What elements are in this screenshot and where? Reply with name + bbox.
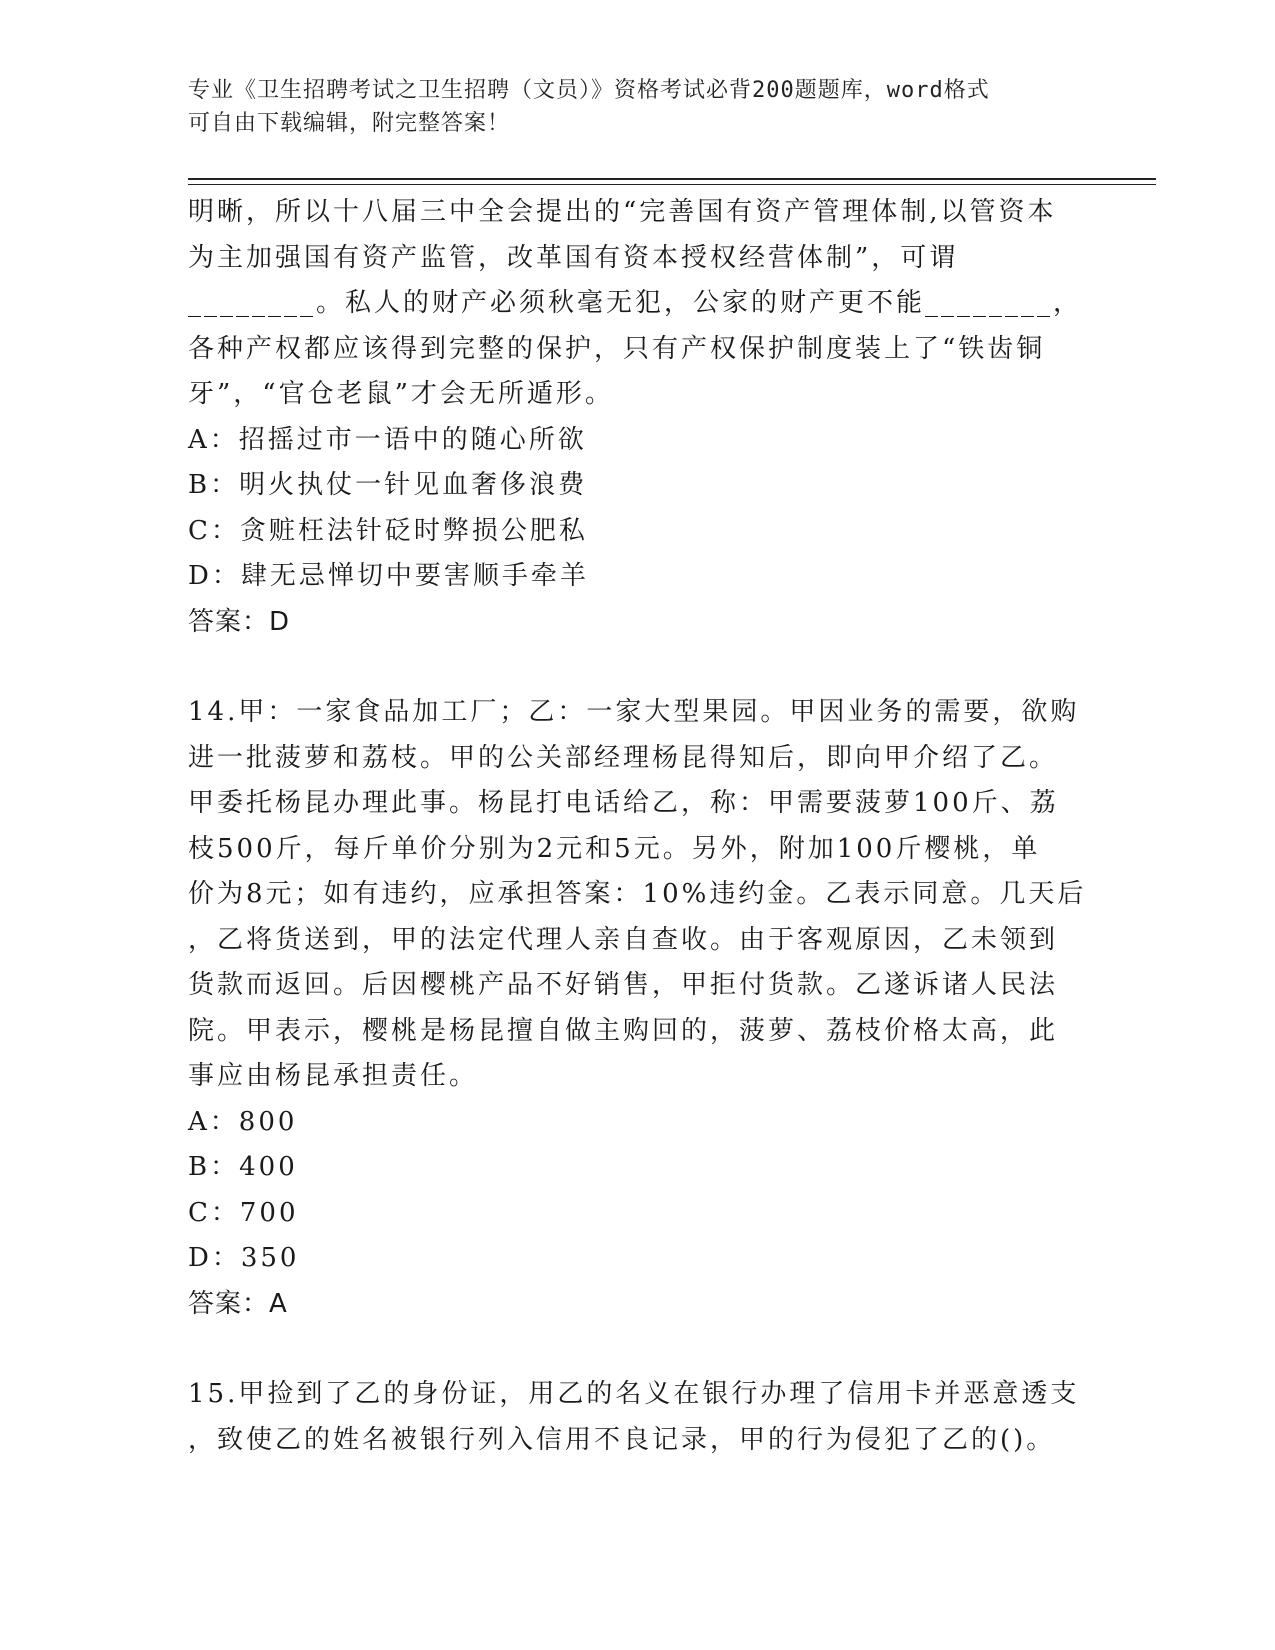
- question-14-options: [188, 1100, 1156, 1282]
- stem-line: 甲委托杨昆办理此事。杨昆打电话给乙，称：甲需要菠萝100斤、荔: [188, 788, 1059, 818]
- stem-line: 进一批菠萝和荔枝。甲的公关部经理杨昆得知后，即向甲介绍了乙。: [188, 742, 1059, 773]
- spacer: [188, 1327, 1156, 1372]
- question-13: [188, 190, 1156, 645]
- spacer: [188, 645, 1156, 690]
- question-15-stem: [188, 1372, 1156, 1463]
- stem-line: 事应由杨昆承担责任。: [188, 1061, 479, 1091]
- header-line: 专业《卫生招聘考试之卫生招聘（文员）》资格考试必背200题题库，word格式: [188, 78, 990, 103]
- question-15: [188, 1372, 1156, 1463]
- option-b: B：明火执仗一针见血奢侈浪费: [188, 470, 588, 500]
- stem-line: 明晰，所以十八届三中全会提出的“完善国有资产管理体制,以管资本: [188, 197, 1057, 227]
- header-rule-thick: [188, 178, 1156, 180]
- stem-line: 院。甲表示，樱桃是杨昆擅自做主购回的，菠萝、荔枝价格太高，此: [188, 1015, 1059, 1046]
- stem-line: 牙”，“官仓老鼠”才会无所遁形。: [188, 379, 614, 409]
- question-content: [188, 190, 1156, 1463]
- question-13-answer: 答案：D: [188, 606, 291, 637]
- header-rule-thin: [188, 184, 1156, 185]
- question-14-stem: [188, 690, 1156, 1100]
- option-d: D：350: [188, 1243, 300, 1273]
- option-c: C：700: [188, 1197, 299, 1228]
- option-a: A：招摇过市一语中的随心所欲: [188, 424, 587, 455]
- stem-line: ，乙将货送到，甲的法定代理人亲自查收。由于客观原因，乙未领到: [188, 924, 1059, 955]
- page-header: [188, 74, 1088, 140]
- stem-line: ________。私人的财产必须秋毫无犯，公家的财产更不能________，: [188, 288, 1083, 318]
- document-page: [188, 0, 1156, 1650]
- option-a: A：800: [188, 1106, 298, 1137]
- stem-line: 为主加强国有资产监管，改革国有资本授权经营体制”，可谓: [188, 242, 959, 273]
- stem-line: 货款而返回。后因樱桃产品不好销售，甲拒付货款。乙遂诉诸人民法: [188, 970, 1059, 1000]
- stem-line: 15.甲捡到了乙的身份证，用乙的名义在银行办理了信用卡并恶意透支: [188, 1379, 1080, 1409]
- stem-line: 枝500斤，每斤单价分别为2元和5元。另外，附加100斤樱桃，单: [188, 833, 1041, 864]
- question-14-answer: 答案：A: [188, 1288, 288, 1319]
- question-14: [188, 690, 1156, 1327]
- stem-line: 价为8元；如有违约，应承担答案：10%违约金。乙表示同意。几天后: [188, 879, 1087, 909]
- option-b: B：400: [188, 1152, 298, 1182]
- option-d: D：肆无忌惮切中要害顺手牵羊: [188, 561, 589, 591]
- stem-line: 各种产权都应该得到完整的保护，只有产权保护制度装上了“铁齿铜: [188, 333, 1046, 364]
- header-line: 可自由下载编辑，附完整答案！: [188, 111, 511, 136]
- stem-line: 14.甲：一家食品加工厂；乙：一家大型果园。甲因业务的需要，欲购: [188, 697, 1080, 727]
- stem-line: ，致使乙的姓名被银行列入信用不良记录，甲的行为侵犯了乙的()。: [188, 1424, 1056, 1455]
- option-c: C：贪赃枉法针砭时弊损公肥私: [188, 515, 588, 546]
- question-13-stem: [188, 190, 1156, 418]
- question-13-options: [188, 418, 1156, 600]
